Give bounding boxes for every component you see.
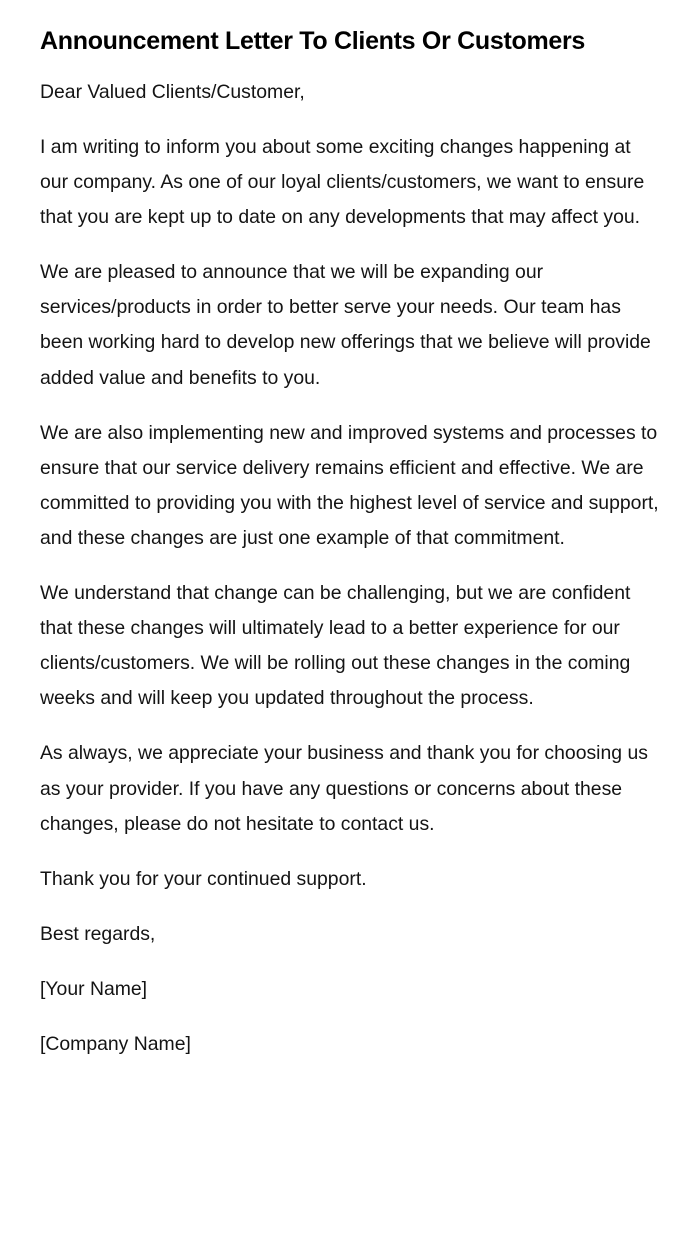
letter-salutation: Dear Valued Clients/Customer,: [40, 81, 305, 103]
letter-paragraph-1: I am writing to inform you about some exciting changes happening at our company. As one of our loyal clients/customers, we want to ensure that you are kept up to date on any developments that may affect you.: [40, 136, 645, 229]
letter-paragraph-2: We are pleased to announce that we will be expanding our services/products in order to better serve your needs. Our team has been working hard to develop new offerings that we believe will provide added value and benefits to you.: [40, 261, 651, 389]
letter-paragraph-5: As always, we appreciate your business and thank you for choosing us as your provider. If you have any questions or concerns about these changes, please do not hesitate to contact us.: [40, 742, 648, 835]
letter-paragraph-3: We are also implementing new and improved systems and processes to ensure that our service delivery remains efficient and effective. We are committed to providing you with the highest level of service and support, and these changes are just one example of that commitment.: [40, 421, 659, 549]
signature-company: [Company Name]: [40, 1032, 191, 1055]
letter-paragraph-4: We understand that change can be challenging, but we are confident that these changes will ultimately lead to a better experience for our clients/customers. We will be rolling out these changes in the coming weeks and will keep you updated throughout the process.: [40, 582, 631, 710]
signature-name: [Your Name]: [40, 977, 148, 1000]
letter-document: [40, 24, 660, 1082]
letter-closing: Best regards,: [40, 922, 156, 945]
letter-title: Announcement Letter To Clients Or Customers: [40, 27, 586, 55]
letter-thanks: Thank you for your continued support.: [40, 867, 367, 890]
